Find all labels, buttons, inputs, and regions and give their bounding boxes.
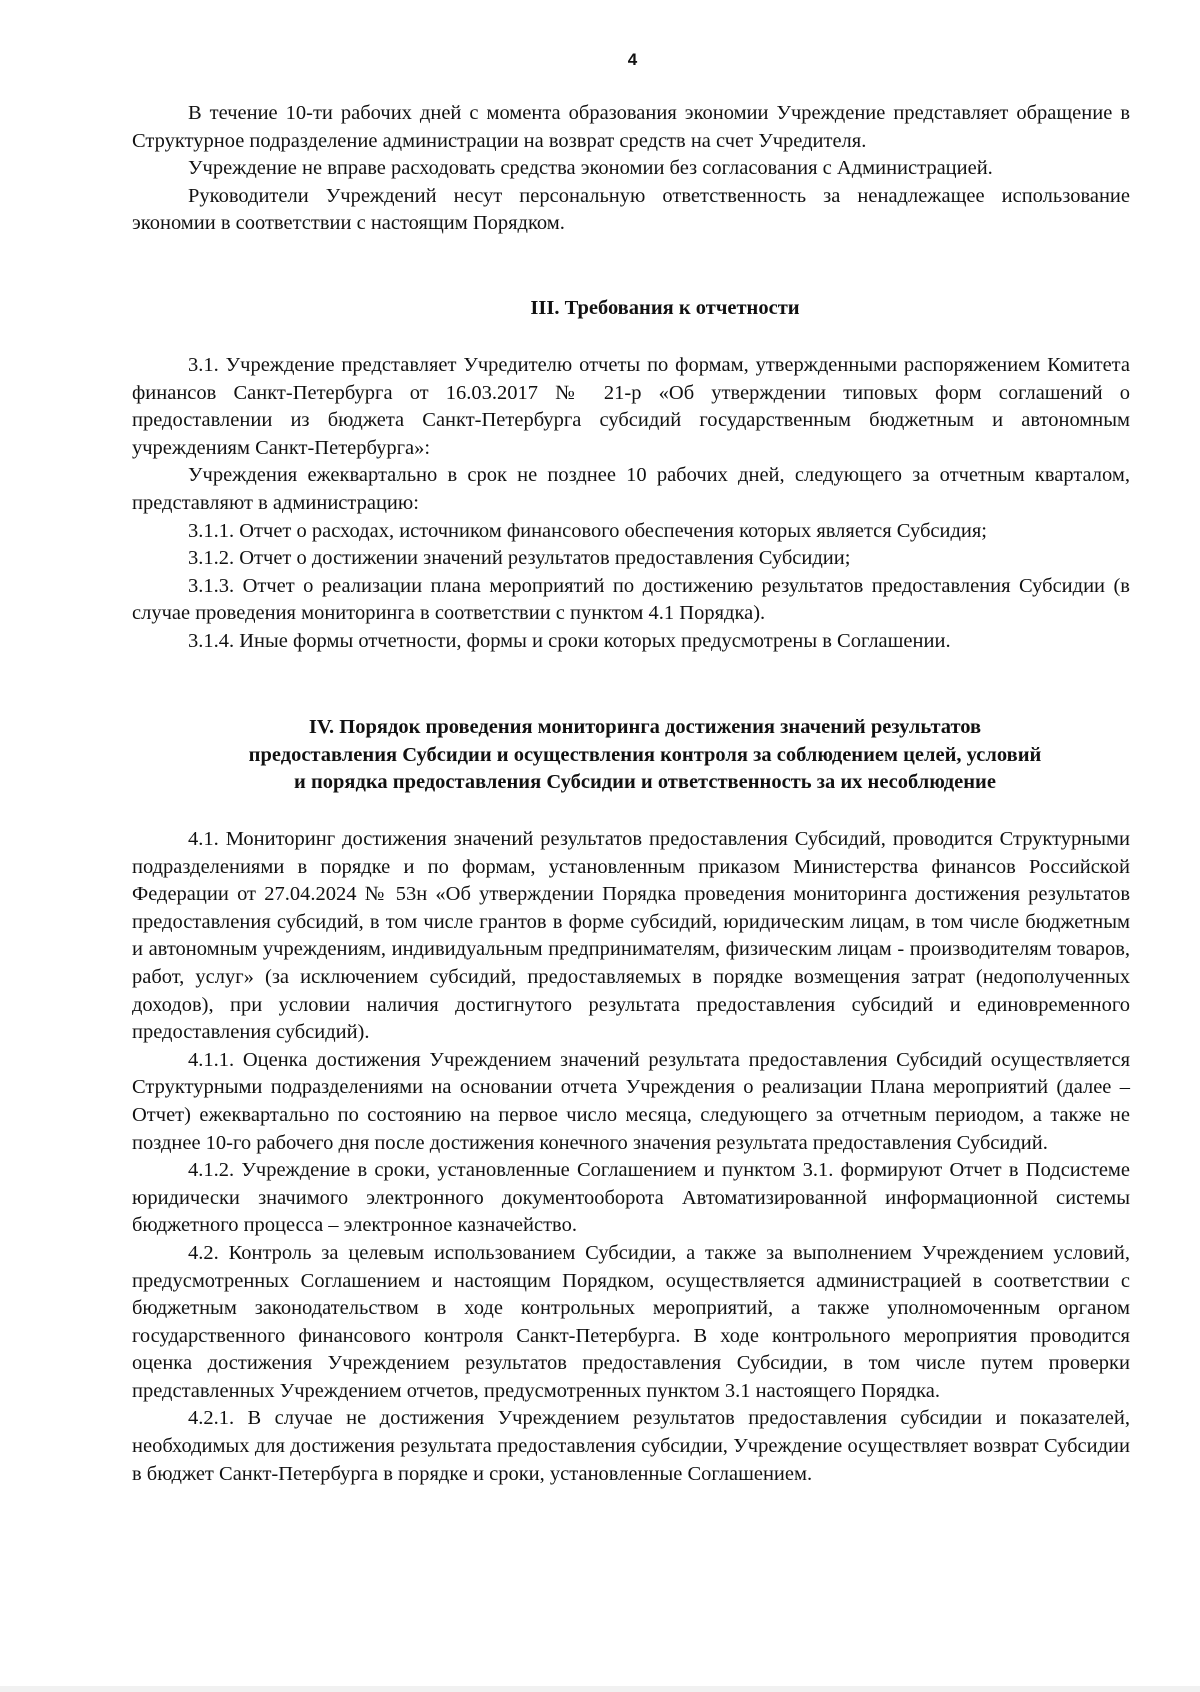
section-4-body	[132, 826, 1130, 1488]
paragraph: 4.1.1. Оценка достижения Учреждением значений результата предоставления Субсидий осуществляется Структурными подразделениями на основании отчета Учреждения о реализации Плана мероприятий (далее – Отчет) ежеквартально по состоянию на первое число месяца, следующего за отчетным периодом, а также не позднее 10-го рабочего дня после достижения конечного значения результата предоставления Субсидий.	[132, 1048, 1130, 1154]
heading-line: IV. Порядок проведения мониторинга достижения значений результатов	[308, 716, 982, 738]
section-heading-4	[146, 714, 1144, 797]
paragraph: 3.1. Учреждение представляет Учредителю отчеты по формам, утвержденными распоряжением Комитета финансов Санкт-Петербурга от 16.03.2017 № 21-р «Об утверждении типовых форм соглашений о предоставлении из бюджета Санкт-Петербурга субсидий государственным бюджетным и автономным учреждениям Санкт-Петербурга»:	[132, 354, 1130, 459]
list-item: 3.1.3. Отчет о реализации плана мероприятий по достижению результатов предоставления Субсидии (в случае проведения мониторинга в соответствии с пунктом 4.1 Порядка).	[132, 574, 1130, 625]
paragraph: Учреждения ежеквартально в срок не позднее 10 рабочих дней, следующего за отчетным кварталом, представляют в администрацию:	[132, 464, 1130, 514]
section-3-body	[132, 352, 1130, 656]
paragraph: 4.1.2. Учреждение в сроки, установленные Соглашением и пунктом 3.1. формируют Отчет в Подсистеме юридически значимого электронного документооборота Автоматизированной информационной системы бюджетного процесса – электронное казначейство.	[132, 1159, 1130, 1237]
intro-block	[132, 100, 1130, 238]
heading-line: и порядка предоставления Субсидии и ответственность за их несоблюдение	[294, 771, 996, 794]
page-number: 4	[627, 50, 638, 69]
list-item: 3.1.1. Отчет о расходах, источником финансового обеспечения которых является Субсидия;	[188, 519, 987, 542]
list-item: 3.1.4. Иные формы отчетности, формы и сроки которых предусмотрены в Соглашении.	[188, 629, 951, 652]
heading-line: предоставления Субсидии и осуществления контроля за соблюдением целей, условий	[248, 743, 1042, 766]
paragraph: 4.2. Контроль за целевым использованием Субсидии, а также за выполнением Учреждением условий, предусмотренных Соглашением и настоящим Порядком, осуществляется администрацией в соответствии с бюджетным законодательством в ходе контрольных мероприятий, а также уполномоченным органом государственного финансового контроля Санкт-Петербурга. В ходе контрольного мероприятия проводится оценка достижения Учреждением результатов предоставления Субсидии, в том числе путем проверки представленных Учреждением отчетов, предусмотренных пунктом 3.1 настоящего Порядка.	[132, 1241, 1130, 1402]
section-heading-3: III. Требования к отчетности	[530, 297, 800, 319]
paragraph: Руководители Учреждений несут персональную ответственность за ненадлежащее использование экономии в соответствии с настоящим Порядком.	[132, 184, 1130, 235]
page-bottom-edge	[0, 1686, 1200, 1692]
paragraph: Учреждение не вправе расходовать средства экономии без согласования с Администрацией.	[188, 157, 993, 180]
paragraph: 4.2.1. В случае не достижения Учреждением результатов предоставления субсидии и показателей, необходимых для достижения результата предоставления субсидии, Учреждение осуществляет возврат Субсидии в бюджет Санкт-Петербурга в порядке и сроки, установленные Соглашением.	[132, 1407, 1130, 1485]
paragraph: В течение 10-ти рабочих дней с момента образования экономии Учреждение представляет обращение в Структурное подразделение администрации на возврат средств на счет Учредителя.	[132, 102, 1130, 152]
list-item: 3.1.2. Отчет о достижении значений результатов предоставления Субсидии;	[188, 547, 851, 570]
paragraph: 4.1. Мониторинг достижения значений результатов предоставления Субсидий, проводится Структурными подразделениями в порядке и по формам, установленным приказом Министерства финансов Российской Федерации от 27.04.2024 № 53н «Об утверждении Порядка проведения мониторинга достижения результатов предоставления субсидий, в том числе грантов в форме субсидий, юридическим лицам, в том числе бюджетным и автономным учреждениям, индивидуальным предпринимателям, физическим лицам - производителям товаров, работ, услуг» (за исключением субсидий, предоставляемых в порядке возмещения затрат (недополученных доходов), при условии наличия достигнутого результата предоставления субсидий и единовременного предоставления субсидий).	[132, 828, 1130, 1044]
